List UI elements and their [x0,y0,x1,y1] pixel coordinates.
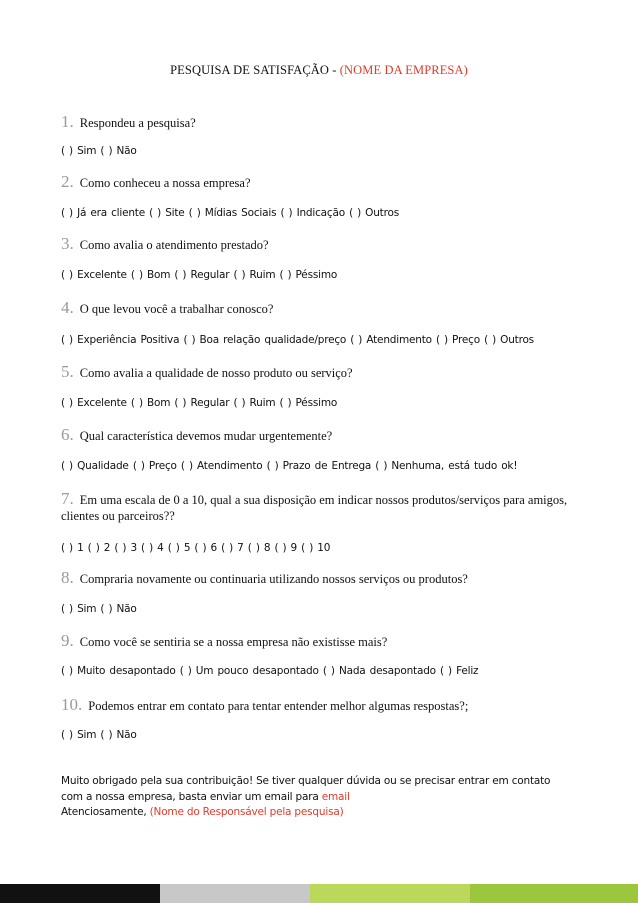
question-number: 10. [61,695,83,714]
question-number: 9. [61,631,74,650]
footer-color-bar [0,884,638,903]
question-8-options[interactable]: ( ) Sim ( ) Não [61,603,137,615]
responsible-name-placeholder: (Nome do Responsável pela pesquisa) [149,806,344,818]
question-text: Como avalia o atendimento prestado? [79,238,269,252]
question-number: 3. [61,234,74,253]
question-5-options[interactable]: ( ) Excelente ( ) Bom ( ) Regular ( ) Ruim ( ) Péssimo [61,397,338,409]
question-number: 4. [61,298,74,317]
closing-line-1: Muito obrigado pela sua contribuição! Se tiver qualquer dúvida ou se precisar entrar em contato [61,775,551,787]
question-3 [61,236,591,253]
question-10-options[interactable]: ( ) Sim ( ) Não [61,729,137,741]
question-10 [61,697,591,714]
question-text: Em uma escala de 0 a 10, qual a sua disposição em indicar nossos produtos/serviços para amigos, clientes ou parceiros?? [61,493,568,523]
title-company-placeholder: (NOME DA EMPRESA) [339,63,468,77]
question-1 [61,114,591,131]
question-number: 6. [61,425,74,444]
question-text: O que levou você a trabalhar conosco? [79,302,274,316]
question-6 [61,427,591,444]
closing-line-3-text: Atenciosamente, [61,806,150,818]
closing-line-3 [61,805,601,821]
question-text: Respondeu a pesquisa? [79,116,196,130]
question-4 [61,300,591,317]
question-number: 2. [61,172,74,191]
title-main: PESQUISA DE SATISFAÇÃO - [170,63,337,77]
footer-segment-green [470,884,638,903]
question-4-options[interactable]: ( ) Experiência Positiva ( ) Boa relação qualidade/preço ( ) Atendimento ( ) Preço ( ) Outros [61,334,534,346]
closing-line-2 [61,790,601,806]
question-5 [61,364,591,381]
survey-title [0,63,638,78]
question-2 [61,174,591,191]
question-text: Como conheceu a nossa empresa? [79,176,251,190]
question-3-options[interactable]: ( ) Excelente ( ) Bom ( ) Regular ( ) Ruim ( ) Péssimo [61,269,338,281]
question-7-options[interactable]: ( ) 1 ( ) 2 ( ) 3 ( ) 4 ( ) 5 ( ) 6 ( ) 7 ( ) 8 ( ) 9 ( ) 10 [61,542,331,554]
closing-message [61,774,601,821]
question-9-options[interactable]: ( ) Muito desapontado ( ) Um pouco desapontado ( ) Nada desapontado ( ) Feliz [61,665,479,677]
question-text: Qual característica devemos mudar urgentemente? [79,429,333,443]
question-text: Como avalia a qualidade de nosso produto ou serviço? [79,366,353,380]
question-1-options[interactable]: ( ) Sim ( ) Não [61,145,137,157]
question-7 [61,491,591,524]
question-2-options[interactable]: ( ) Já era cliente ( ) Site ( ) Mídias Sociais ( ) Indicação ( ) Outros [61,207,399,219]
question-number: 8. [61,568,74,587]
question-9 [61,633,591,650]
footer-segment-light-green [310,884,470,903]
question-8 [61,570,591,587]
question-text: Como você se sentiria se a nossa empresa não existisse mais? [79,635,388,649]
question-number: 5. [61,362,74,381]
question-text: Compraria novamente ou continuaria utilizando nossos serviços ou produtos? [79,572,468,586]
question-number: 7. [61,489,74,508]
question-number: 1. [61,112,74,131]
closing-line-2-text: com a nossa empresa, basta enviar um email para [61,790,322,803]
question-text: Podemos entrar em contato para tentar entender melhor algumas respostas?; [88,699,469,713]
footer-segment-black [0,884,160,903]
email-placeholder: email [321,790,350,803]
footer-segment-gray [160,884,310,903]
question-6-options[interactable]: ( ) Qualidade ( ) Preço ( ) Atendimento ( ) Prazo de Entrega ( ) Nenhuma, está tudo ok! [61,460,518,472]
